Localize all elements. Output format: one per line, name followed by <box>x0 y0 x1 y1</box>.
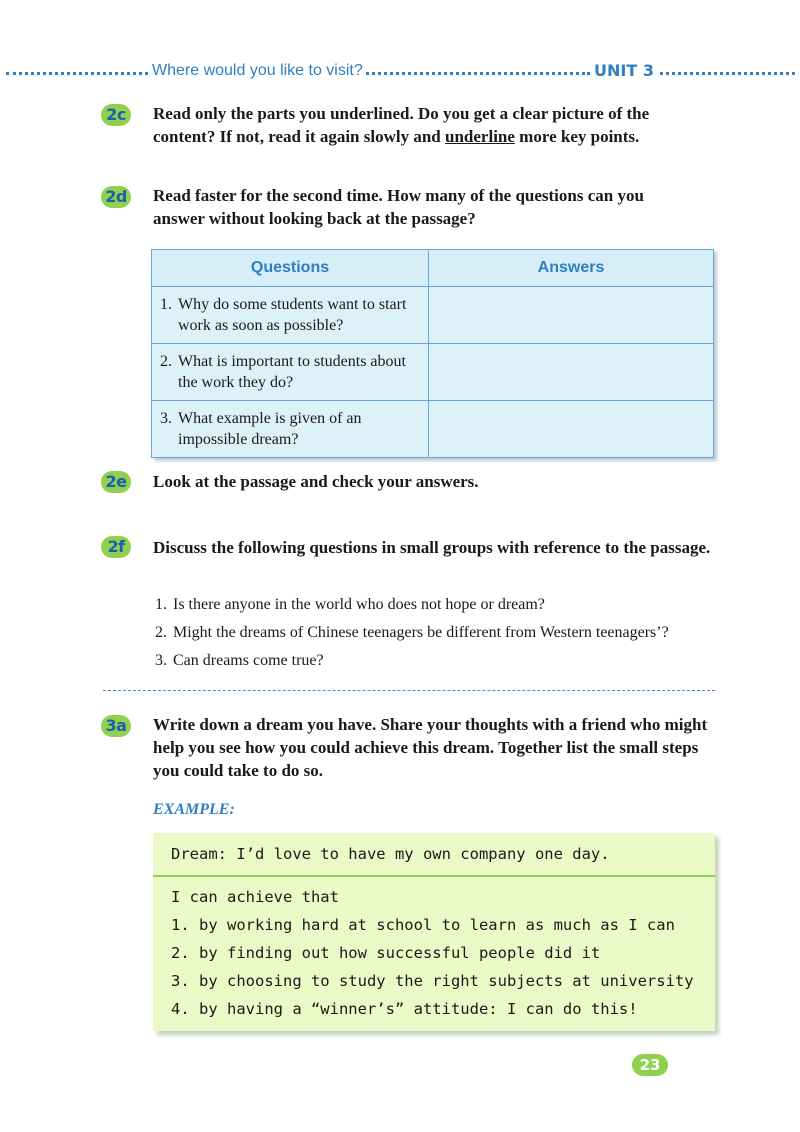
question-cell <box>152 287 429 344</box>
table-row <box>152 287 714 344</box>
instruction-2e: Look at the passage and check your answers. <box>153 472 479 491</box>
instruction-2c-line2 <box>153 125 733 148</box>
unit-label: UNIT 3 <box>590 61 658 80</box>
column-header-answers: Answers <box>429 250 714 287</box>
example-step: 3. by choosing to study the right subjects at university <box>171 972 694 990</box>
question-text: What is important to students about the work they do? <box>178 353 406 391</box>
instruction-2d: Read faster for the second time. How many of the questions can you answer without looking back at the passage? <box>153 186 644 228</box>
question-cell <box>152 401 429 458</box>
instruction-2c-line2-after: more key points. <box>514 127 640 146</box>
header-title: Where would you like to visit? <box>152 62 363 79</box>
header-dots-left <box>6 72 148 75</box>
example-dream: Dream: I’d love to have my own company one day. <box>171 845 610 863</box>
badge-2d: 2d <box>101 186 131 208</box>
example-step: 1. by working hard at school to learn as much as I can <box>171 916 675 934</box>
table-header-row <box>152 250 714 287</box>
badge-2f: 2f <box>101 536 131 558</box>
table-row <box>152 401 714 458</box>
question-text: What example is given of an impossible dream? <box>178 410 362 448</box>
column-header-questions: Questions <box>152 250 429 287</box>
answer-cell[interactable] <box>429 344 714 401</box>
list-item-number: 2. <box>155 624 167 641</box>
example-intro: I can achieve that <box>171 888 339 906</box>
list-item-text: Might the dreams of Chinese teenagers be different from Western teenagers’? <box>173 624 669 641</box>
example-label: EXAMPLE: <box>153 801 235 818</box>
answer-cell[interactable] <box>429 287 714 344</box>
discussion-list <box>155 591 669 675</box>
list-item-text: Is there anyone in the world who does not hope or dream? <box>173 596 545 613</box>
badge-2e: 2e <box>101 471 131 493</box>
example-step: 2. by finding out how successful people did it <box>171 944 601 962</box>
question-cell <box>152 344 429 401</box>
badge-3a: 3a <box>101 715 131 737</box>
list-item-text: Can dreams come true? <box>173 652 324 669</box>
instruction-2c <box>153 102 733 148</box>
question-text: Why do some students want to start work as soon as possible? <box>178 296 407 334</box>
instruction-2c-line1: Read only the parts you underlined. Do you get a clear picture of the <box>153 104 650 123</box>
answer-cell[interactable] <box>429 401 714 458</box>
list-item <box>155 619 669 647</box>
example-box <box>153 833 715 1031</box>
questions-table <box>151 249 714 458</box>
example-step: 4. by having a “winner’s” attitude: I can do this! <box>171 1000 638 1018</box>
badge-2c: 2c <box>101 104 131 126</box>
page-number: 23 <box>632 1054 668 1076</box>
header-dots-right <box>655 72 795 75</box>
list-item-number: 1. <box>155 596 167 613</box>
question-number: 2. <box>160 353 172 370</box>
instruction-3a: Write down a dream you have. Share your thoughts with a friend who might help you see how you could achieve this dream. Together list the small steps you could take to do so. <box>153 715 708 780</box>
list-item <box>155 647 669 675</box>
underline-word: underline <box>445 127 515 146</box>
list-item <box>155 591 669 619</box>
example-steps <box>171 883 694 1023</box>
section-divider <box>103 690 715 691</box>
instruction-2c-line2-before: content? If not, read it again slowly and <box>153 127 446 146</box>
table-row <box>152 344 714 401</box>
question-number: 3. <box>160 410 172 427</box>
header-dots-middle <box>355 72 590 75</box>
instruction-2f: Discuss the following questions in small groups with reference to the passage. <box>153 538 711 557</box>
question-number: 1. <box>160 296 172 313</box>
list-item-number: 3. <box>155 652 167 669</box>
example-divider <box>153 875 715 877</box>
